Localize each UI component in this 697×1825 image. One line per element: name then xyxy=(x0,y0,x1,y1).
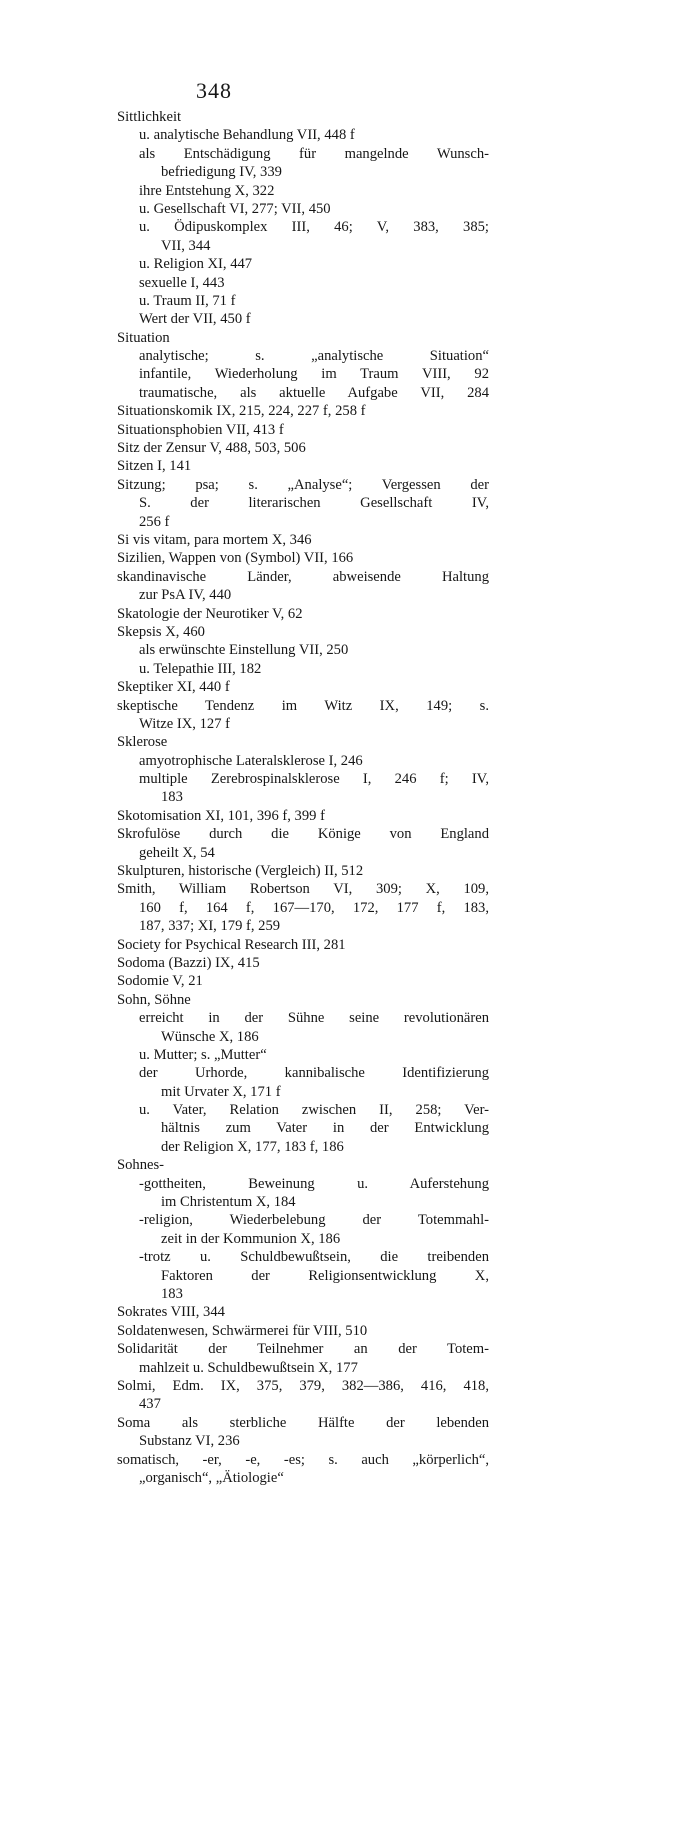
index-line: Sizilien, Wappen von (Symbol) VII, 166 xyxy=(117,550,354,567)
index-line: sexuelle I, 443 xyxy=(139,274,225,291)
index-line: als erwünschte Einstellung VII, 250 xyxy=(139,642,349,659)
index-line: Faktoren der Religionsentwicklung X, xyxy=(161,1267,489,1284)
index-line: geheilt X, 54 xyxy=(139,844,215,861)
index-line: Skotomisation XI, 101, 396 f, 399 f xyxy=(117,807,325,824)
index-line: der Religion X, 177, 183 f, 186 xyxy=(161,1138,344,1155)
index-line: u. Gesellschaft VI, 277; VII, 450 xyxy=(139,200,331,217)
index-line: traumatische, als aktuelle Aufgabe VII, 284 xyxy=(139,384,489,401)
index-line: skeptische Tendenz im Witz IX, 149; s. xyxy=(117,697,489,714)
index-line: als Entschädigung für mangelnde Wunsch- xyxy=(139,145,489,162)
index-line: der Urhorde, kannibalische Identifizierung xyxy=(139,1065,489,1082)
index-line: Si vis vitam, para mortem X, 346 xyxy=(117,531,312,548)
index-line: Skepsis X, 460 xyxy=(117,623,205,640)
index-line: Wert der VII, 450 f xyxy=(139,311,251,328)
index-line: -gottheiten, Beweinung u. Auferstehung xyxy=(139,1175,489,1192)
index-line: Wünsche X, 186 xyxy=(161,1028,259,1045)
index-line: Solmi, Edm. IX, 375, 379, 382—386, 416, 418, xyxy=(117,1377,489,1394)
index-line: Situation xyxy=(117,329,170,346)
index-line: Skulpturen, historische (Vergleich) II, 512 xyxy=(117,863,364,880)
index-line: Sittlichkeit xyxy=(117,109,182,125)
index-line: multiple Zerebrospinalsklerose I, 246 f; IV, xyxy=(139,771,489,788)
index-line: Sklerose xyxy=(117,734,168,751)
index-line: 183 xyxy=(161,789,183,806)
index-line: Witze IX, 127 f xyxy=(139,715,230,732)
index-line: Sodomie V, 21 xyxy=(117,973,203,990)
index-line: befriedigung IV, 339 xyxy=(161,164,282,181)
index-line: Soma als sterbliche Hälfte der lebenden xyxy=(117,1414,489,1431)
index-line: mit Urvater X, 171 f xyxy=(161,1083,281,1100)
index-line: Situationsphobien VII, 413 f xyxy=(117,421,284,438)
index-line: u. Vater, Relation zwischen II, 258; Ver- xyxy=(139,1102,489,1119)
index-line: infantile, Wiederholung im Traum VIII, 92 xyxy=(139,366,489,383)
index-line: Sokrates VIII, 344 xyxy=(117,1304,225,1321)
index-line: VII, 344 xyxy=(161,237,211,254)
index-line: Sitzung; psa; s. „Analyse“; Vergessen der xyxy=(117,476,489,493)
index-line: Sodoma (Bazzi) IX, 415 xyxy=(117,954,260,971)
index-line: Sohnes- xyxy=(117,1157,165,1174)
index-line: Society for Psychical Research III, 281 xyxy=(117,936,346,953)
index-line: 160 f, 164 f, 167—170, 172, 177 f, 183, xyxy=(139,899,489,916)
index-line: zur PsA IV, 440 xyxy=(139,587,232,604)
index-line: ihre Entstehung X, 322 xyxy=(139,182,275,199)
index-line: Sitzen I, 141 xyxy=(117,458,192,475)
index-line: 437 xyxy=(139,1396,161,1413)
index-line: -religion, Wiederbelebung der Totemmahl- xyxy=(139,1212,489,1229)
index-line: Situationskomik IX, 215, 224, 227 f, 258 f xyxy=(117,403,366,420)
index-line: mahlzeit u. Schuldbewußtsein X, 177 xyxy=(139,1359,358,1376)
index-line: Soldatenwesen, Schwärmerei für VIII, 510 xyxy=(117,1322,368,1339)
index-line: zeit in der Kommunion X, 186 xyxy=(161,1230,341,1247)
index-line: 187, 337; XI, 179 f, 259 xyxy=(139,918,281,935)
index-line: „organisch“, „Ätiologie“ xyxy=(139,1469,284,1486)
index-line: Smith, William Robertson VI, 309; X, 109, xyxy=(117,881,489,898)
index-line: u. Telepathie III, 182 xyxy=(139,660,262,677)
index-line: S. der literarischen Gesellschaft IV, xyxy=(139,495,489,512)
index-line: Skeptiker XI, 440 f xyxy=(117,679,230,696)
index-line: analytische; s. „analytische Situation“ xyxy=(139,348,489,365)
index-line: 256 f xyxy=(139,513,170,530)
index-line: u. Ödipuskomplex III, 46; V, 383, 385; xyxy=(139,219,489,236)
index-line: 183 xyxy=(161,1286,183,1302)
index-line: Sitz der Zensur V, 488, 503, 506 xyxy=(117,440,306,457)
index-line: Skatologie der Neurotiker V, 62 xyxy=(117,605,303,622)
index-line: erreicht in der Sühne seine revolutionären xyxy=(139,1010,489,1027)
index-entries xyxy=(117,108,489,1487)
index-line: somatisch, -er, -e, -es; s. auch „körperlich“, xyxy=(117,1451,489,1468)
index-line: Substanz VI, 236 xyxy=(139,1433,240,1450)
index-line: u. Mutter; s. „Mutter“ xyxy=(139,1046,267,1063)
index-line: hältnis zum Vater in der Entwicklung xyxy=(161,1120,489,1137)
index-line: u. Religion XI, 447 xyxy=(139,256,253,273)
index-line: -trotz u. Schuldbewußtsein, die treibenden xyxy=(139,1249,489,1266)
index-line: Solidarität der Teilnehmer an der Totem- xyxy=(117,1341,489,1358)
index-line: Skrofulöse durch die Könige von England xyxy=(117,826,489,843)
index-line: Sohn, Söhne xyxy=(117,991,191,1008)
index-line: amyotrophische Lateralsklerose I, 246 xyxy=(139,752,363,769)
page-number: 348 xyxy=(196,78,232,103)
index-line: u. analytische Behandlung VII, 448 f xyxy=(139,127,355,144)
index-line: u. Traum II, 71 f xyxy=(139,292,236,309)
index-line: im Christentum X, 184 xyxy=(161,1194,296,1211)
index-line: skandinavische Länder, abweisende Haltung xyxy=(117,568,489,585)
